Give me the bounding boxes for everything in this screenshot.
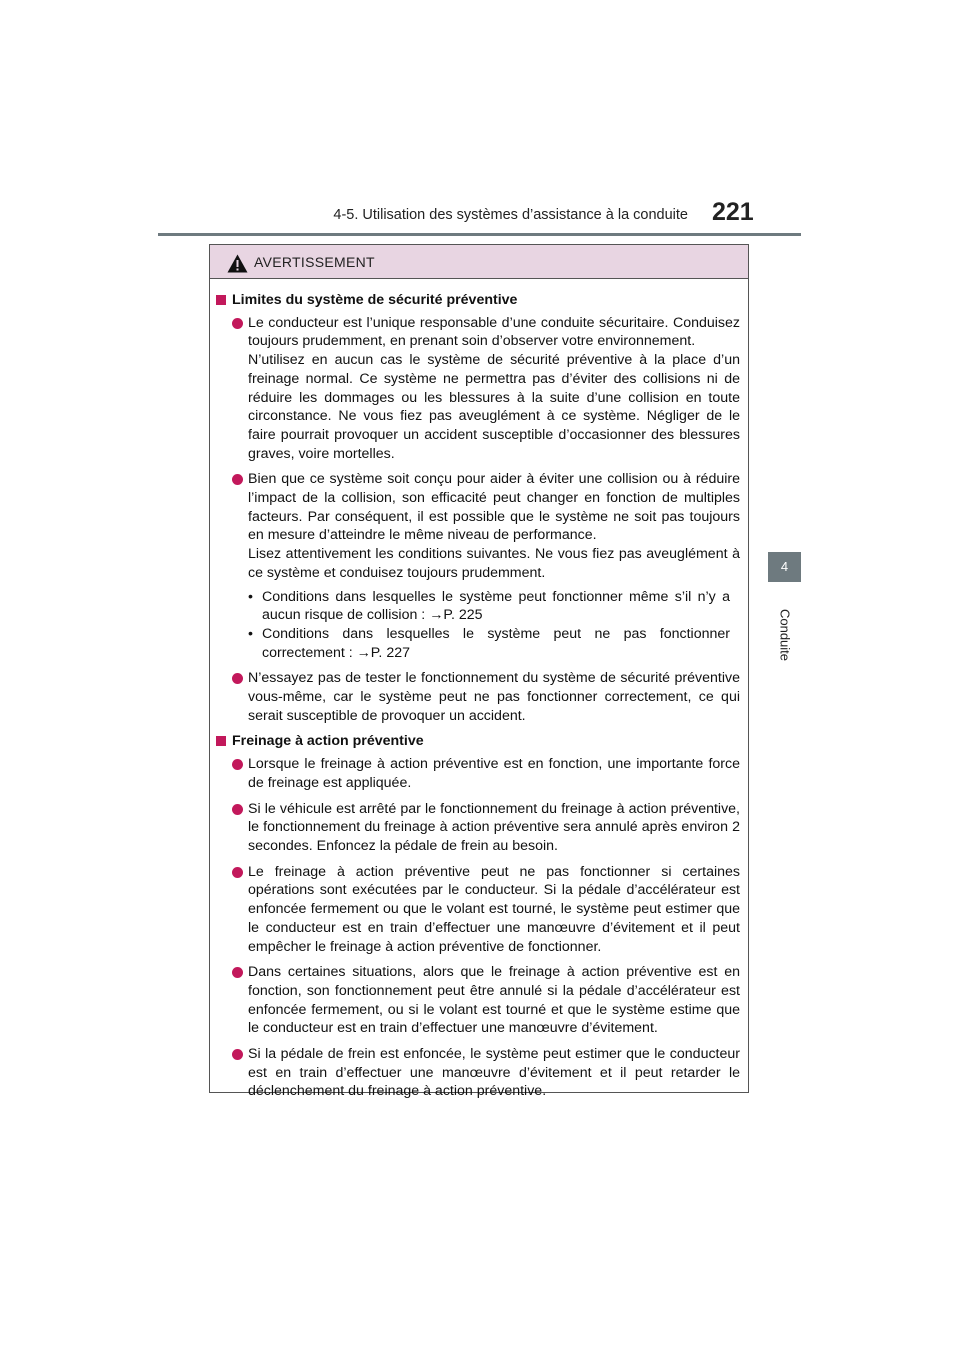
section-title: 4-5. Utilisation des systèmes d’assistance à la conduite (333, 207, 688, 223)
round-bullet-icon (232, 318, 243, 329)
dot-bullet: • (248, 625, 253, 642)
section-heading (216, 732, 740, 751)
warning-title: AVERTISSEMENT (254, 254, 375, 270)
sub-list-item (248, 625, 740, 662)
round-bullet-icon (232, 967, 243, 978)
round-bullet-icon (232, 474, 243, 485)
dot-bullet: • (248, 588, 253, 605)
warning-box (209, 244, 749, 1100)
section-heading (216, 291, 740, 310)
page-header (0, 0, 960, 240)
header-rule (158, 233, 801, 236)
list-item (216, 963, 740, 1038)
list-item (216, 470, 740, 662)
paragraph: N’utilisez en aucun cas le système de sécurité préventive à la place d’un freinage normal. Ce système ne permettra pas d’éviter des collisions ni de réduire les dommages ou les blessures à la suite d’une collision en toute circonstance. Ne vous fiez pas aveuglément à ce système. Négliger de le faire pourrait provoquer un accident susceptible d’occasionner des blessures graves, voire mortelles. (248, 352, 740, 462)
round-bullet-icon (232, 1049, 243, 1060)
warning-header (210, 245, 748, 279)
round-bullet-icon (232, 673, 243, 684)
paragraph: Le freinage à action préventive peut ne pas fonctionner si certaines opérations sont exécutées par le conducteur. Si la pédale d’accélérateur est enfoncée fermement ou que le volant est tourné, le système peut estimer que le conducteur est en train d’effectuer une manœuvre d’évitement et il peut empêcher le freinage à action préventive de fonctionner. (248, 863, 740, 955)
paragraph: Si la pédale de frein est enfoncée, le système peut estimer que le conducteur est en train d’effectuer une manœuvre d’évitement et il peut retarder le déclenchement du freinage à action préventive. (248, 1046, 740, 1100)
paragraph: N’essayez pas de tester le fonctionnement du système de sécurité préventive vous-même, car le système peut ne pas fonctionner correctement, ce qui serait susceptible de provoquer un accident. (248, 670, 740, 724)
paragraph: Lorsque le freinage à action préventive est en fonction, une importante force de freinage est appliquée. (248, 756, 740, 791)
chapter-tab: 4 (768, 552, 801, 582)
warning-body (210, 279, 748, 1101)
paragraph: Le conducteur est l’unique responsable d’une conduite sécuritaire. Conduisez toujours prudemment, en prenant soin d’observer votre environnement. (248, 314, 740, 350)
list-item (216, 800, 740, 856)
sub-list-item (248, 588, 740, 625)
sub-list (248, 588, 740, 663)
sub-item-text: Conditions dans lesquelles le système peut fonctionner même s’il n’y a aucun risque de collision : →P. 225 (262, 588, 730, 624)
paragraph: Lisez attentivement les conditions suivantes. Ne vous fiez pas aveuglément à ce système et conduisez toujours prudemment. (248, 546, 740, 581)
paragraph: Si le véhicule est arrêté par le fonctionnement du freinage à action préventive, le fonctionnement du freinage à action préventive sera annulé après environ 2 secondes. Enfoncez la pédale de frein au besoin. (248, 800, 740, 854)
list-item (216, 669, 740, 725)
paragraph: Bien que ce système soit conçu pour aider à éviter une collision ou à réduire l’impact de la collision, son efficacité peut changer en fonction de multiples facteurs. Par conséquent, il est possible que le système ne soit pas toujours en mesure d’atteindre le même niveau de performance. (248, 471, 740, 544)
list-item (216, 1045, 740, 1101)
warning-triangle-icon (227, 254, 248, 273)
round-bullet-icon (232, 804, 243, 815)
paragraph: Dans certaines situations, alors que le freinage à action préventive est en fonction, son fonctionnement peut être annulé si la pédale d’accélérateur est enfoncée fermement, ou si le volant est tourné et que le système estime que le conducteur est en train d’effectuer une manœuvre d’évitement. (248, 964, 740, 1037)
square-bullet-icon (216, 295, 226, 305)
sub-item-text: Conditions dans lesquelles le système peut ne pas fonctionner correctement : →P. 227 (262, 625, 730, 661)
chapter-label (768, 585, 801, 685)
round-bullet-icon (232, 867, 243, 878)
square-bullet-icon (216, 736, 226, 746)
page-number: 221 (712, 198, 754, 226)
list-item (216, 314, 740, 464)
section-heading-text: Limites du système de sécurité préventive (232, 292, 518, 308)
section-heading-text: Freinage à action préventive (232, 733, 424, 750)
list-item (216, 863, 740, 957)
list-item (216, 755, 740, 792)
round-bullet-icon (232, 759, 243, 770)
chapter-label-text: Conduite (777, 608, 792, 662)
